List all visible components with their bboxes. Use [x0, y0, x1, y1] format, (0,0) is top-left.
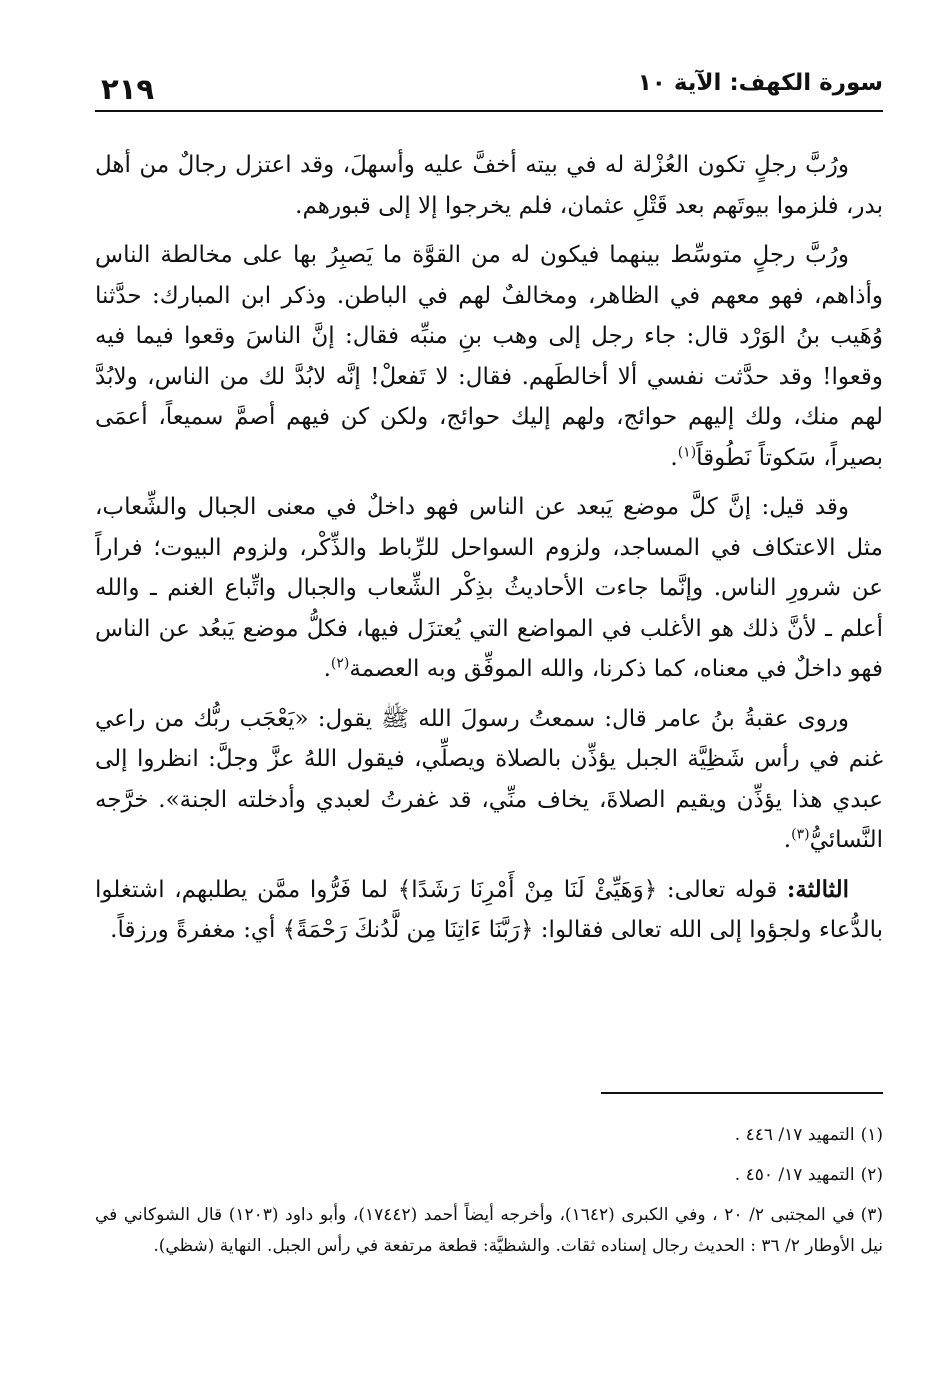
page-header — [95, 66, 883, 116]
footnote-text: التمهيد ١٧/ ٤٤٦ . — [734, 1125, 855, 1145]
paragraph-text: وقد قيل: إنَّ كلَّ موضع يَبعد عن الناس فهو داخلٌ في معنى الجبال والشِّعاب، مثل الاعتكاف في المساجد، ولزوم السواحل للرِّباط والذِّكْر، ولزوم البيوت؛ فراراً عن شرورِ الناس. وإنَّما جاءت الأحاديثُ بذِكْر الشِّعاب والجبال واتِّباع الغنم ـ والله أعلم ـ لأنَّ ذلك هو الأغلب في المواضع التي يُعتزَل فيها، فكلُّ موضع يَبعُد عن الناس فهو داخلٌ في معناه، كما ذكرنا، والله الموفِّق وبه العصمة — [95, 494, 883, 682]
footnote — [95, 1200, 883, 1262]
footnote-text: التمهيد ١٧/ ٤٥٠ . — [734, 1165, 855, 1185]
running-title: سورة الكهف: الآية ١٠ — [637, 70, 883, 96]
paragraph-text: قوله تعالى: ﴿وَهَيِّئْ لَنَا مِنْ أَمْرِنَا رَشَدًا﴾ لما فَرُّوا ممَّن يطلبهم، اشتغلوا بالدُّعاء ولجؤوا إلى الله تعالى فقالوا: ﴿رَبَّنَا ءَاتِنَا مِن لَّدُنكَ رَحْمَةً﴾ أي: مغفرةً ورزقاً. — [95, 876, 883, 943]
footnote-number: (١) — [860, 1125, 883, 1145]
paragraph — [95, 235, 883, 478]
footnote-ref[interactable]: (٢) — [330, 655, 350, 672]
paragraph — [95, 699, 883, 861]
footnote — [95, 1160, 883, 1191]
footnote — [95, 1120, 883, 1151]
section-lead: الثالثة: — [786, 875, 849, 903]
paragraph-end: . — [670, 444, 678, 471]
paragraph-text: ورُبَّ رجلٍ تكون العُزْلة له في بيته أخفَّ عليه وأسهلَ، وقد اعتزل رجالٌ من أهل بدر، فلزموا بيوتَهم بعد قَتْلِ عثمان، فلم يخرجوا إلا إلى قبورهم. — [95, 152, 883, 219]
paragraph — [95, 870, 883, 951]
footnote-number: (٣) — [860, 1205, 883, 1225]
paragraph-end: . — [323, 656, 331, 682]
footnote-number: (٢) — [860, 1165, 883, 1185]
page-number: ٢١٩ — [101, 72, 155, 106]
main-text — [95, 145, 883, 960]
footnote-text: في المجتبى ٢/ ٢٠ ، وفي الكبرى (١٦٤٢)، وأخرجه أيضاً أحمد (١٧٤٤٢)، وأبو داود (١٢٠٣) قال الشوكاني في نيل الأوطار ٢/ ٣٦ : الحديث رجال إسناده ثقات. والشظيَّة: قطعة مرتفعة في رأس الجبل. النهاية (شظي). — [95, 1205, 883, 1256]
paragraph-text: ورُبَّ رجلٍ متوسِّط بينهما فيكون له من القوَّة ما يَصبِرُ بها على مخالطة الناس وأذاهم، فهو معهم في الظاهر، ومخالفٌ لهم في الباطن. وذكر ابن المبارك: حدَّثنا وُهَيب بنُ الوَرْد قال: جاء رجل إلى وهب بنِ منبِّه فقال: إنَّ الناسَ وقعوا فيما فيه وقعوا! وقد حدَّثت نفسي ألا أخالطَهم. فقال: لا تَفعلْ! إنَّه لابُدَّ لك من الناس، ولابُدَّ لهم منك، ولك إليهم حوائج، ولهم إليك حوائج، ولكن كن فيهم أصمَّ سميعاً، أعمَى بصيراً، سَكوتاً نَطُوقاً — [95, 242, 883, 471]
paragraph-text: وروى عقبةُ بنُ عامر قال: سمعتُ رسولَ الله ﷺ يقول: «يَعْجَب ربُّك من راعي غنم في رأس شَظِيَّة الجبل يؤذِّن بالصلاة ويصلِّي، فيقول اللهُ عزَّ وجلَّ: انظروا إلى عبدي هذا يؤذِّن ويقيم الصلاةَ، يخاف منِّي، قد غفرتُ لعبدي وأدخلته الجنة». خرَّجه النَّسائيُّ — [95, 705, 883, 853]
paragraph — [95, 145, 883, 226]
paragraph-end: . — [783, 827, 792, 853]
footnote-ref[interactable]: (١) — [677, 443, 697, 460]
header-rule — [95, 110, 883, 112]
footnotes — [95, 1120, 883, 1271]
paragraph — [95, 487, 883, 690]
footnote-ref[interactable]: (٣) — [791, 826, 810, 843]
footnote-separator — [601, 1092, 883, 1094]
